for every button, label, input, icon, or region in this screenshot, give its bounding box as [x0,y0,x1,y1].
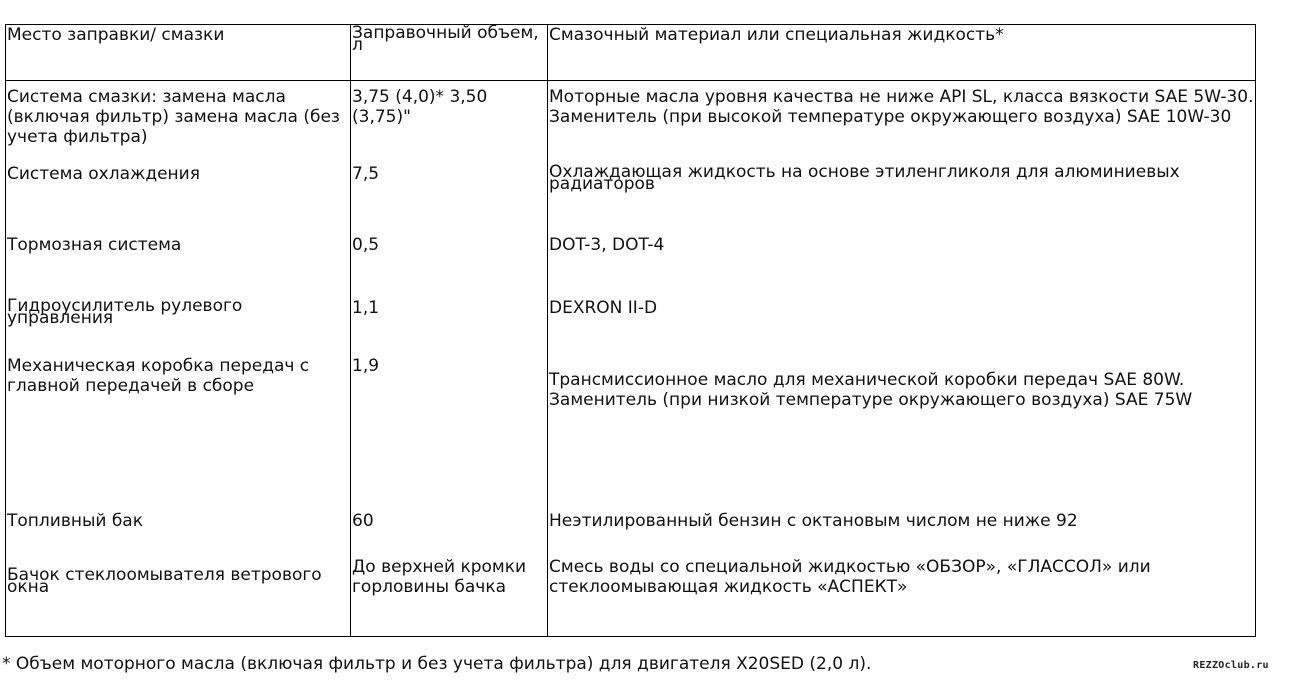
cell-place: Бачок стеклоомывателя ветрового окна [6,557,351,637]
table-header-row [6,25,1256,81]
table-row [6,557,1256,637]
cell-place: Гидроусилитель рулевого управления [6,298,351,356]
cell-material: Моторные масла уровня качества не ниже API SL, класса вязкости SAE 5W-30. Заменитель (при высокой температуре окружающего воздуха) SAE 10W-30 [548,81,1256,164]
table-row [6,235,1256,298]
cell-place: Механическая коробка передач с главной передачей в сборе [6,356,351,511]
cell-material: Неэтилированный бензин с октановым числом не ниже 92 [548,511,1256,557]
cell-volume: До верхней кромки горловины бачка [351,557,548,637]
cell-place: Топливный бак [6,511,351,557]
cell-material: Охлаждающая жидкость на основе этиленгликоля для алюминиевых радиаторов [548,164,1256,235]
cell-material: Трансмиссионное масло для механической коробки передач SAE 80W. Заменитель (при низкой температуре окружающего воздуха) SAE 75W [548,356,1256,511]
cell-material: Смесь воды со специальной жидкостью «ОБЗОР», «ГЛАССОЛ» или стеклоомывающая жидкость «АСПЕКТ» [548,557,1256,637]
cell-place: Тормозная система [6,235,351,298]
table-row [6,356,1256,511]
cell-material: DEXRON II-D [548,298,1256,356]
watermark-logo: REZZOclub.ru [1193,660,1269,671]
header-volume: Заправочный объем, л [351,25,548,81]
header-material: Смазочный материал или специальная жидкость* [548,25,1256,81]
fluids-table [5,24,1256,637]
cell-material: DOT-3, DOT-4 [548,235,1256,298]
table-row [6,511,1256,557]
cell-place: Система смазки: замена масла (включая фильтр) замена масла (без учета фильтра) [6,81,351,164]
header-place: Место заправки/ смазки [6,25,351,81]
cell-volume: 60 [351,511,548,557]
cell-volume: 3,75 (4,0)* 3,50 (3,75)" [351,81,548,164]
cell-volume: 0,5 [351,235,548,298]
table-row [6,164,1256,235]
cell-volume: 1,1 [351,298,548,356]
footnote: * Объем моторного масла (включая фильтр и без учета фильтра) для двигателя X20SED (2,0 л). [2,654,872,674]
cell-place: Система охлаждения [6,164,351,235]
cell-volume: 1,9 [351,356,548,511]
cell-volume: 7,5 [351,164,548,235]
table-row [6,81,1256,164]
table-row [6,298,1256,356]
